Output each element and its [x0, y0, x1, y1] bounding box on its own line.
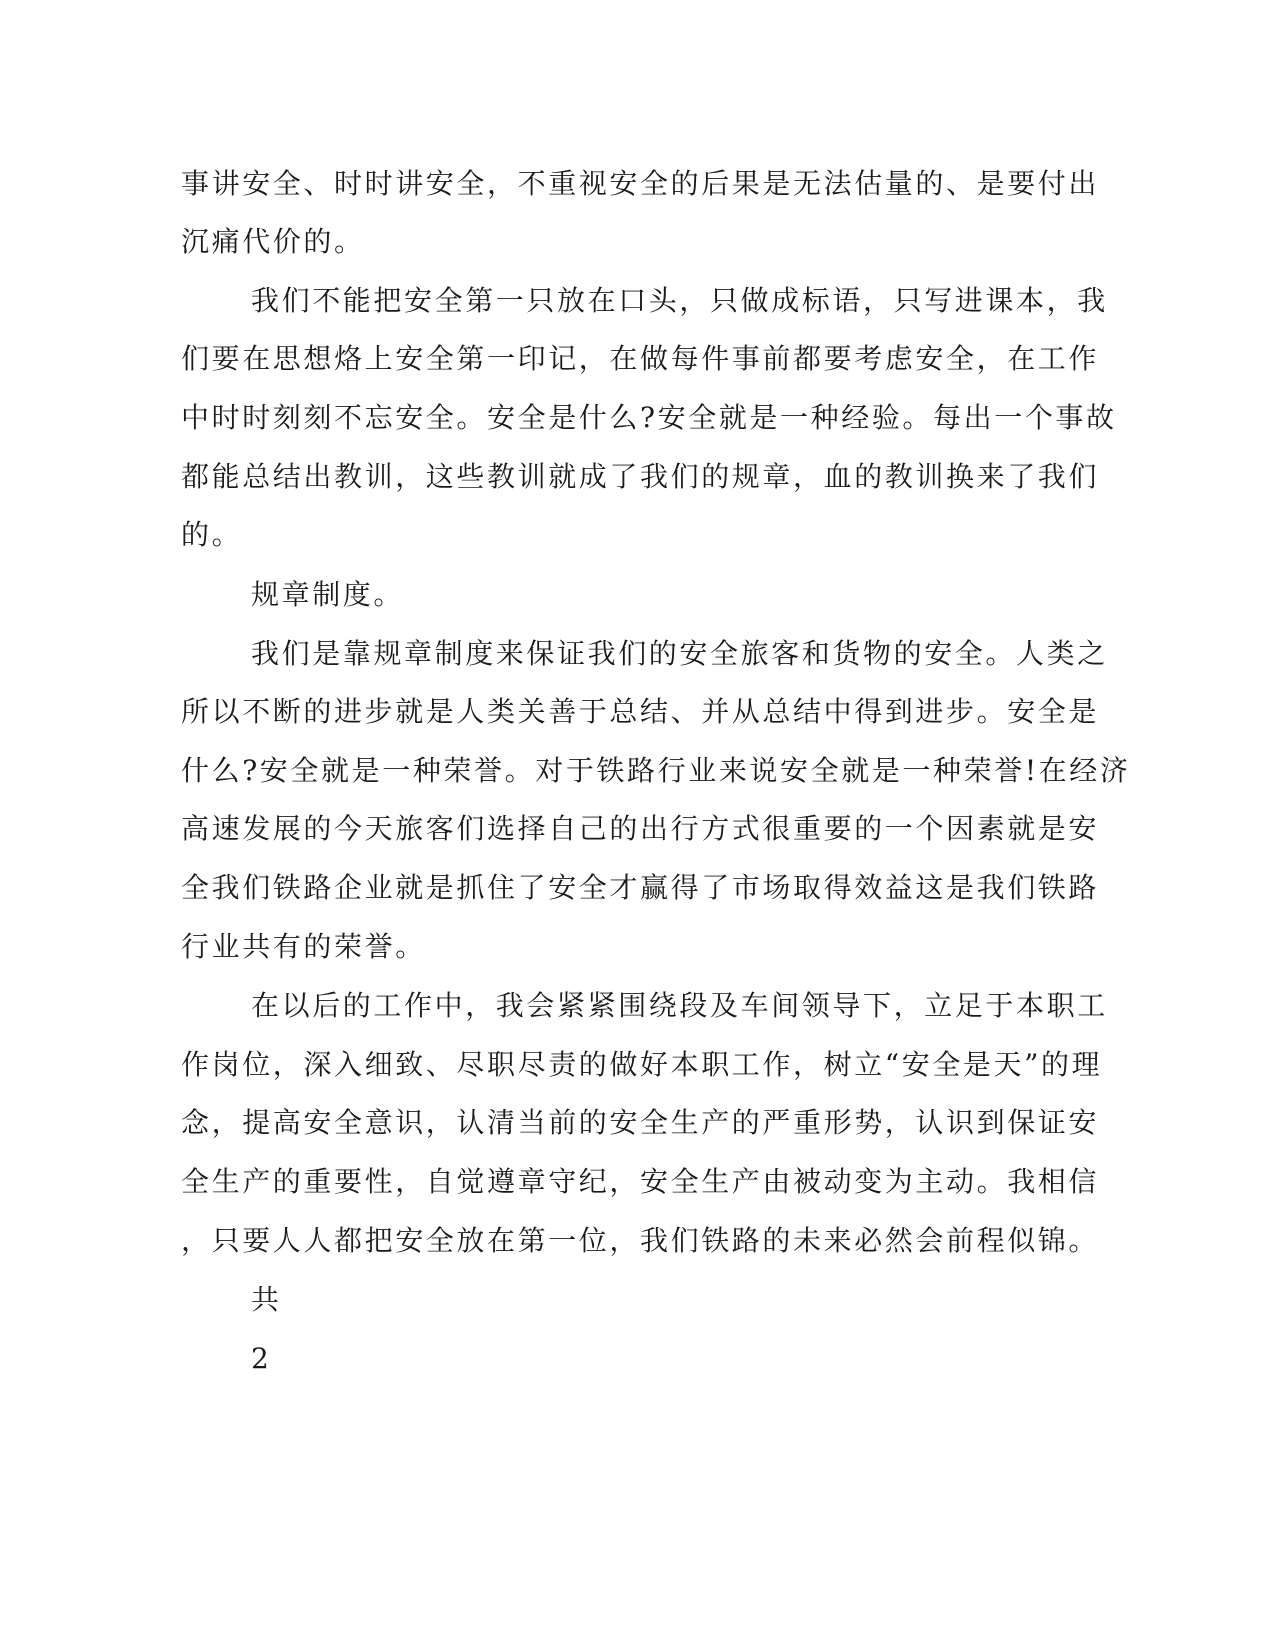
text-line: 全我们铁路企业就是抓住了安全才赢得了市场取得效益这是我们铁路	[181, 871, 1100, 904]
text-line: 行业共有的荣誉。	[181, 930, 426, 963]
text-line: 事讲安全、时时讲安全，不重视安全的后果是无法估量的、是要付出	[181, 167, 1100, 200]
text-line: 沉痛代价的。	[181, 225, 365, 258]
text-line: 什么?安全就是一种荣誉。对于铁路行业来说安全就是一种荣誉!在经济	[181, 754, 1131, 787]
text-line: 在以后的工作中，我会紧紧围绕段及车间领导下，立足于本职工	[251, 989, 1108, 1022]
page-count-label: 共	[251, 1283, 282, 1316]
text-line: 们要在思想烙上安全第一印记，在做每件事前都要考虑安全，在工作	[181, 342, 1100, 375]
text-line: 的。	[181, 518, 243, 551]
section-heading: 规章制度。	[251, 578, 405, 611]
text-line: ，只要人人都把安全放在第一位，我们铁路的未来必然会前程似锦。	[181, 1224, 1100, 1257]
text-line: 我们是靠规章制度来保证我们的安全旅客和货物的安全。人类之	[251, 637, 1108, 670]
page-count-number: 2	[251, 1342, 272, 1375]
text-line: 我们不能把安全第一只放在口头，只做成标语，只写进课本，我	[251, 284, 1108, 317]
text-line: 中时时刻刻不忘安全。安全是什么?安全就是一种经验。每出一个事故	[181, 401, 1117, 434]
text-line: 全生产的重要性，自觉遵章守纪，安全生产由被动变为主动。我相信	[181, 1165, 1100, 1198]
text-line: 作岗位，深入细致、尽职尽责的做好本职工作，树立“安全是天”的理	[181, 1048, 1103, 1081]
text-line: 高速发展的今天旅客们选择自己的出行方式很重要的一个因素就是安	[181, 812, 1100, 845]
text-line: 所以不断的进步就是人类关善于总结、并从总结中得到进步。安全是	[181, 695, 1100, 728]
text-line: 都能总结出教训，这些教训就成了我们的规章，血的教训换来了我们	[181, 460, 1100, 493]
text-line: 念，提高安全意识，认清当前的安全生产的严重形势，认识到保证安	[181, 1106, 1100, 1139]
